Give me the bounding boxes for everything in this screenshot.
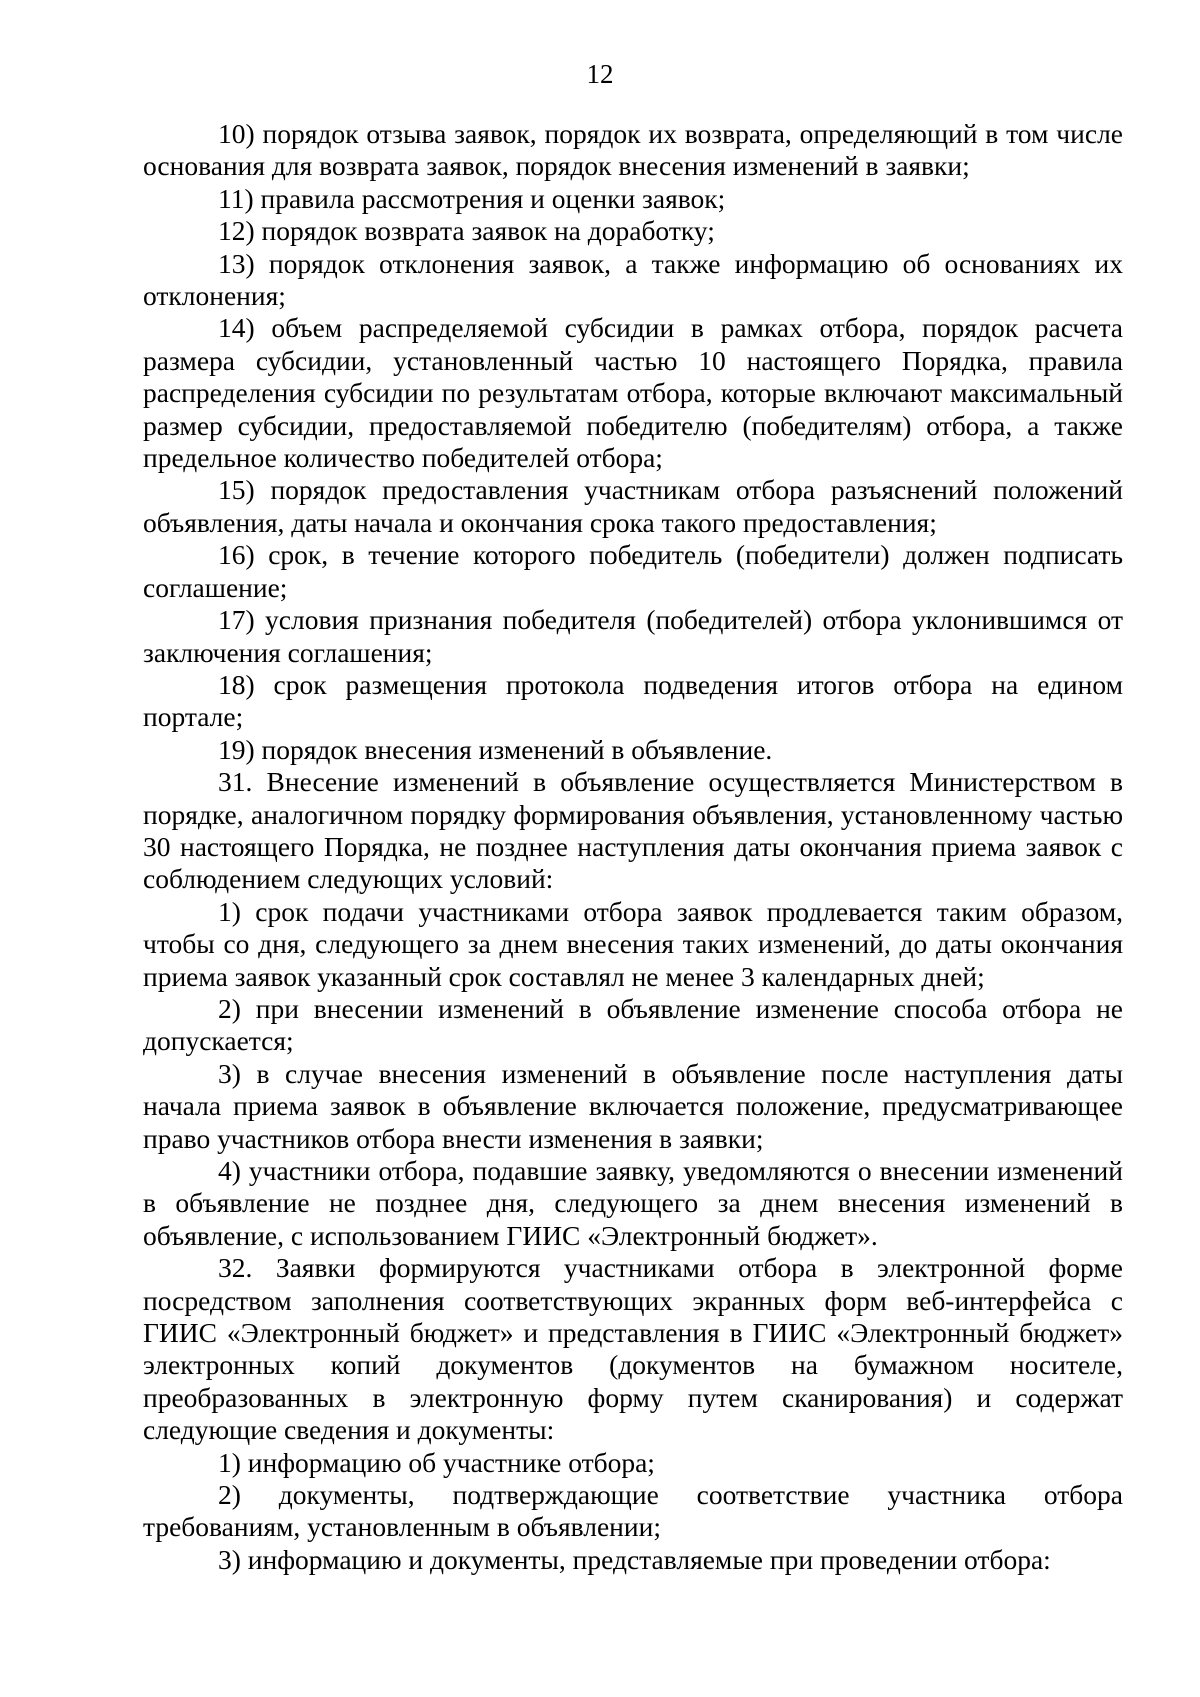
paragraph-item-15: 15) порядок предоставления участникам отбора разъяснений положений объявления, даты начала и окончания срока такого предоставления; bbox=[143, 474, 1123, 538]
paragraph-item-18: 18) срок размещения протокола подведения итогов отбора на едином портале; bbox=[143, 668, 1123, 733]
paragraph-32-item-2: 2) документы, подтверждающие соответствие участника отбора требованиям, установленным в объявлении; bbox=[143, 1479, 1123, 1543]
paragraph-section-32: 32. Заявки формируются участниками отбора в электронной форме посредством заполнения соответствующих экранных форм веб-интерфейса с ГИИС «Электронный бюджет» и представления в ГИИС «Электронный бюджет» электронных копий документов (документов на бумажном носителе, преобразованных в электронную форму путем сканирования) и содержат следующие сведения и документы: bbox=[143, 1252, 1123, 1446]
paragraph-item-11: 11) правила рассмотрения и оценки заявок; bbox=[218, 182, 726, 214]
paragraph-item-17: 17) условия признания победителя (победителей) отбора уклонившимся от заключения соглашения; bbox=[143, 604, 1123, 668]
paragraph-item-19: 19) порядок внесения изменений в объявление. bbox=[218, 733, 773, 765]
paragraph-32-item-3: 3) информацию и документы, представляемые при проведении отбора: bbox=[218, 1543, 1051, 1575]
paragraph-item-16: 16) срок, в течение которого победитель (победители) должен подписать соглашение; bbox=[143, 539, 1123, 603]
paragraph-31-item-4: 4) участники отбора, подавшие заявку, уведомляются о внесении изменений в объявление не позднее дня, следующего за днем внесения изменений в объявление, с использованием ГИИС «Электронный бюджет». bbox=[143, 1155, 1123, 1251]
paragraph-31-item-2: 2) при внесении изменений в объявление изменение способа отбора не допускается; bbox=[143, 992, 1123, 1057]
document-body bbox=[143, 118, 1123, 1576]
paragraph-item-13: 13) порядок отклонения заявок, а также информацию об основаниях их отклонения; bbox=[143, 247, 1123, 312]
paragraph-item-14: 14) объем распределяемой субсидии в рамках отбора, порядок расчета размера субсидии, установленный частью 10 настоящего Порядка, правила распределения субсидии по результатам отбора, которые включают максимальный размер субсидии, предоставляемой победителю (победителям) отбора, а также предельное количество победителей отбора; bbox=[143, 312, 1123, 474]
paragraph-item-10: 10) порядок отзыва заявок, порядок их возврата, определяющий в том числе основания для возврата заявок, порядок внесения изменений в заявки; bbox=[143, 118, 1123, 182]
paragraph-32-item-1: 1) информацию об участнике отбора; bbox=[218, 1446, 655, 1478]
paragraph-31-item-3: 3) в случае внесения изменений в объявление после наступления даты начала приема заявок в объявление включается положение, предусматривающее право участников отбора внести изменения в заявки; bbox=[143, 1057, 1123, 1154]
paragraph-31-item-1: 1) срок подачи участниками отбора заявок продлевается таким образом, чтобы со дня, следующего за днем внесения таких изменений, до даты окончания приема заявок указанный срок составлял не менее 3 календарных дней; bbox=[143, 895, 1123, 992]
paragraph-item-12: 12) порядок возврата заявок на доработку; bbox=[218, 215, 715, 247]
paragraph-section-31: 31. Внесение изменений в объявление осуществляется Министерством в порядке, аналогичном порядку формирования объявления, установленному частью 30 настоящего Порядка, не позднее наступления даты окончания приема заявок с соблюдением следующих условий: bbox=[143, 766, 1123, 895]
page-number: 12 bbox=[586, 59, 614, 89]
